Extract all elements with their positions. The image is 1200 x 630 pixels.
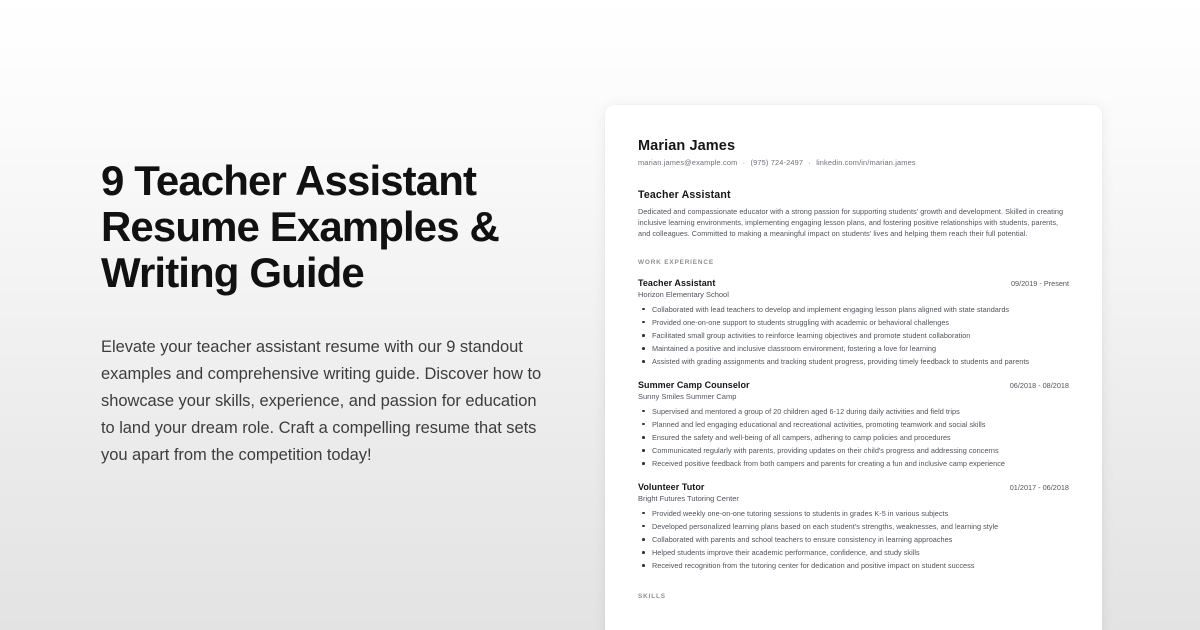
resume-summary: Dedicated and compassionate educator with a strong passion for supporting students' growth and development. Skilled in creating inclusive learning environments, implementing engaging lesson plans, and fostering positive relationships with students, parents, and colleagues. Committed to making a meaningful impact on students' lives and helping them reach their full potential. (638, 207, 1064, 239)
experience-bullet: Facilitated small group activities to reinforce learning objectives and promote student collaboration (638, 330, 1069, 342)
experience-bullet: Ensured the safety and well-being of all campers, adhering to camp policies and procedures (638, 432, 1069, 444)
experience-bullet: Developed personalized learning plans based on each student's strengths, weaknesses, and learning style (638, 521, 1069, 533)
experience-company: Horizon Elementary School (638, 289, 729, 299)
experience-date-range: 06/2018 - 08/2018 (1009, 380, 1069, 390)
experience-entry (638, 278, 1069, 368)
experience-entry (638, 482, 1069, 572)
experience-date-range: 01/2017 - 06/2018 (1009, 482, 1069, 492)
contact-phone: (975) 724-2497 (750, 158, 804, 167)
resume-preview-card[interactable] (605, 105, 1102, 630)
section-label-work-experience: WORK EXPERIENCE (638, 258, 714, 266)
promo-column (101, 158, 571, 469)
experience-job-title: Summer Camp Counselor (638, 379, 750, 390)
experience-job-title: Teacher Assistant (638, 277, 716, 288)
experience-date-range: 09/2019 - Present (1010, 278, 1069, 288)
experience-bullet: Collaborated with lead teachers to develop and implement engaging lesson plans aligned with state standards (638, 304, 1069, 316)
experience-bullet: Received positive feedback from both campers and parents for creating a fun and inclusive camp experience (638, 458, 1069, 470)
experience-bullet: Collaborated with parents and school teachers to ensure consistency in learning approaches (638, 534, 1069, 546)
experience-header (638, 482, 1069, 492)
experience-bullet: Maintained a positive and inclusive classroom environment, fostering a love for learning (638, 343, 1069, 355)
experience-company: Sunny Smiles Summer Camp (638, 391, 737, 401)
experience-entry (638, 380, 1069, 470)
experience-bullet-list (638, 304, 1069, 368)
page-title: 9 Teacher Assistant Resume Examples & Writing Guide (101, 157, 499, 296)
promo-subtitle: Elevate your teacher assistant resume with our 9 standout examples and comprehensive writing guide. Discover how to showcase your skills, experience, and passion for education to land your dream role. Craft a compelling resume that sets you apart from the competition today! (101, 338, 542, 464)
experience-bullet: Provided one-on-one support to students struggling with academic or behavioral challenges (638, 317, 1069, 329)
contact-separator-1: · (742, 158, 746, 167)
experience-bullet-list (638, 406, 1069, 470)
resume-contact-line (638, 158, 1069, 167)
experience-bullet: Provided weekly one-on-one tutoring sessions to students in grades K-5 in various subjects (638, 508, 1069, 520)
contact-linkedin: linkedin.com/in/marian.james (816, 158, 916, 167)
section-label-skills: SKILLS (638, 592, 666, 600)
experience-bullet-list (638, 508, 1069, 572)
resume-role-title: Teacher Assistant (638, 189, 731, 201)
resume-candidate-name: Marian James (638, 138, 736, 154)
experience-bullet: Planned and led engaging educational and recreational activities, promoting teamwork and social skills (638, 419, 1069, 431)
experience-bullet: Received recognition from the tutoring center for dedication and positive impact on student success (638, 560, 1069, 572)
experience-bullet: Assisted with grading assignments and tracking student progress, providing timely feedback to students and parents (638, 356, 1069, 368)
experience-bullet: Communicated regularly with parents, providing updates on their child's progress and addressing concerns (638, 445, 1069, 457)
experience-header (638, 278, 1069, 288)
contact-email: marian.james@example.com (638, 158, 738, 167)
experience-bullet: Helped students improve their academic performance, confidence, and study skills (638, 547, 1069, 559)
experience-company: Bright Futures Tutoring Center (638, 493, 739, 503)
contact-separator-2: · (808, 158, 811, 167)
experience-header (638, 380, 1069, 390)
experience-bullet: Supervised and mentored a group of 20 children aged 6-12 during daily activities and field trips (638, 406, 1069, 418)
experience-job-title: Volunteer Tutor (638, 481, 705, 492)
